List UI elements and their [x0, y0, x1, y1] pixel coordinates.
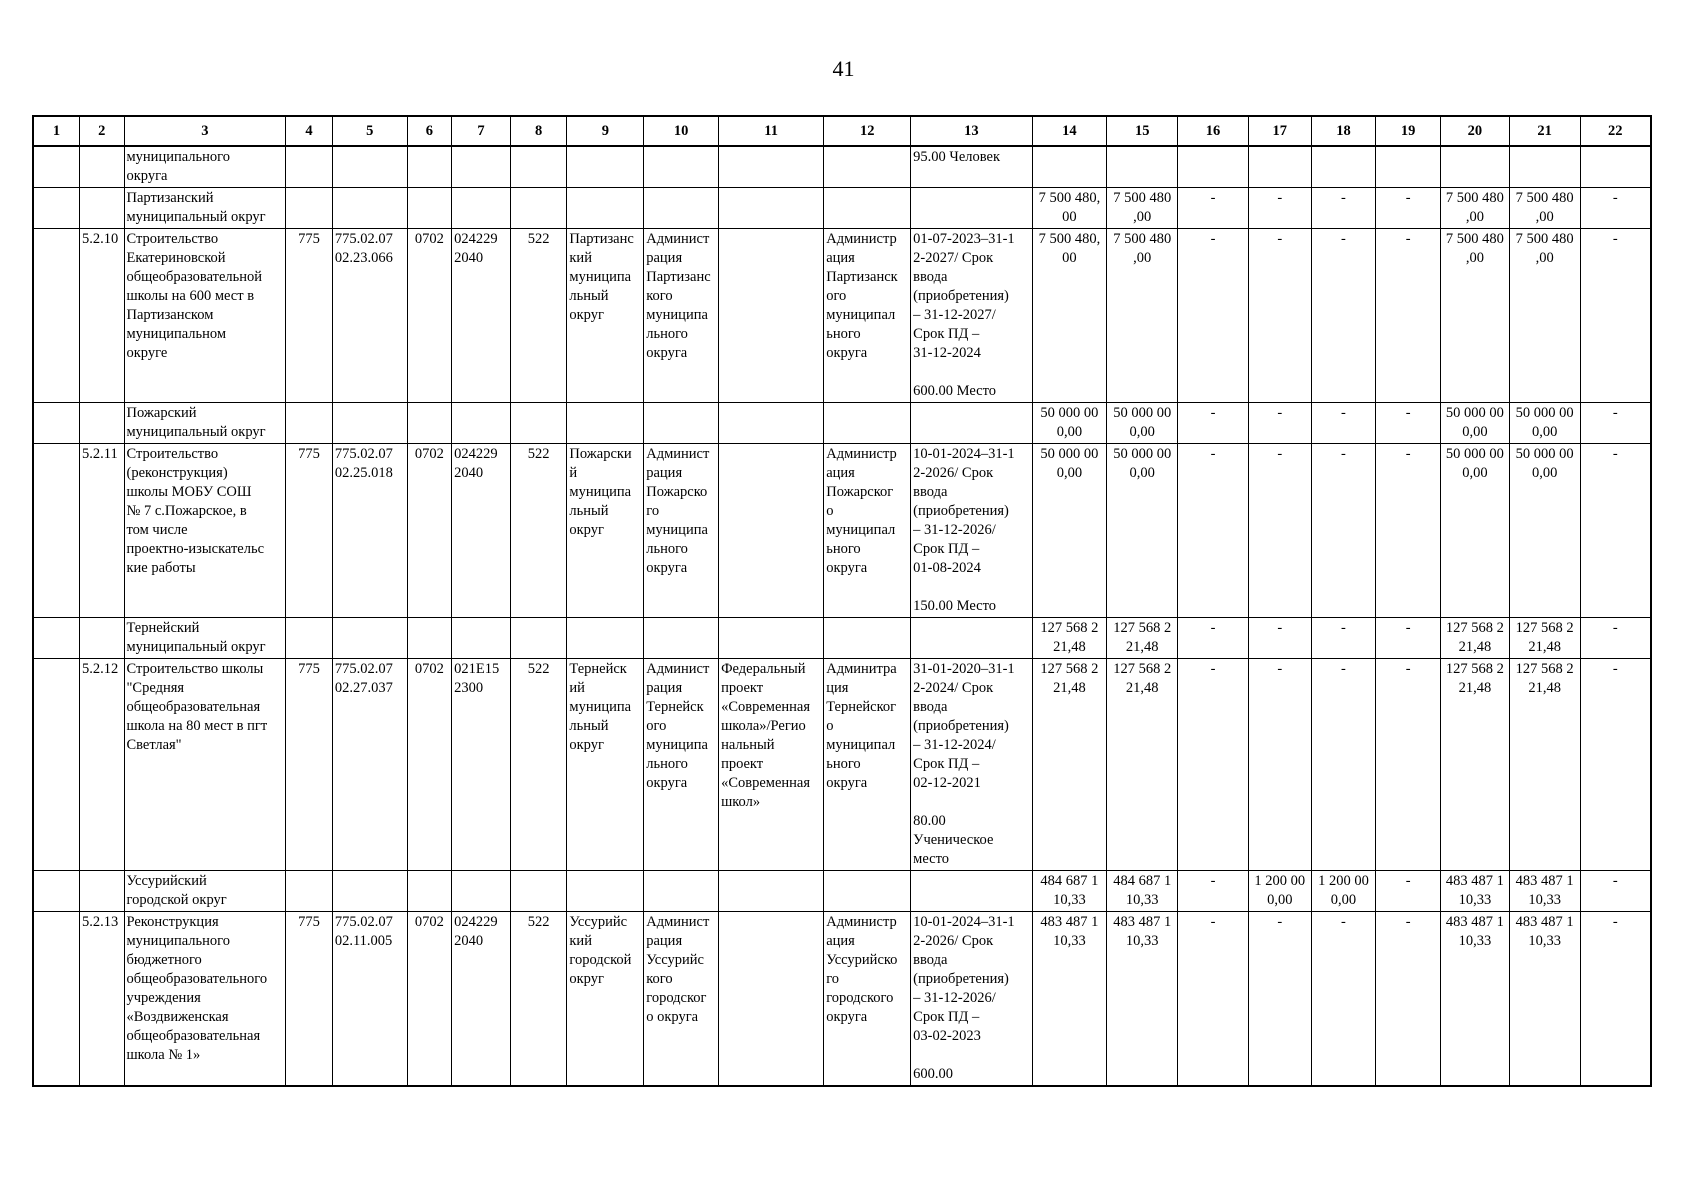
table-cell-col-17: -	[1248, 444, 1311, 618]
column-header-9: 9	[567, 116, 644, 146]
column-header-2: 2	[80, 116, 124, 146]
table-cell-col-21: 7 500 480 ,00	[1509, 229, 1580, 403]
table-cell-col-8: 522	[510, 912, 567, 1087]
column-header-8: 8	[510, 116, 567, 146]
table-cell-col-14: 50 000 00 0,00	[1032, 444, 1107, 618]
table-cell-col-9: Партизанс кий муниципа льный округ	[567, 229, 644, 403]
table-row	[33, 188, 1651, 229]
table-cell-col-18: -	[1311, 618, 1376, 659]
table-cell-col-8	[510, 871, 567, 912]
table-cell-col-8	[510, 403, 567, 444]
table-cell-col-11	[719, 618, 824, 659]
table-cell-col-5: 775.02.07 02.27.037	[332, 659, 407, 871]
table-cell-col-19: -	[1376, 659, 1441, 871]
table-cell-col-7: 024229 2040	[452, 912, 511, 1087]
table-cell-col-1	[33, 403, 80, 444]
table-cell-col-6	[407, 188, 451, 229]
table-cell-col-6	[407, 871, 451, 912]
column-header-13: 13	[911, 116, 1032, 146]
table-cell-col-13	[911, 871, 1032, 912]
table-cell-col-8	[510, 146, 567, 188]
table-cell-col-7	[452, 188, 511, 229]
table-cell-col-21	[1509, 146, 1580, 188]
table-cell-col-22: -	[1580, 871, 1651, 912]
table-cell-col-19: -	[1376, 188, 1441, 229]
table-cell-col-17: -	[1248, 229, 1311, 403]
table-cell-col-12	[824, 146, 911, 188]
column-header-18: 18	[1311, 116, 1376, 146]
table-cell-col-20: 127 568 2 21,48	[1441, 618, 1510, 659]
table-cell-col-6: 0702	[407, 659, 451, 871]
table-cell-col-22: -	[1580, 659, 1651, 871]
column-header-20: 20	[1441, 116, 1510, 146]
table-cell-col-12: Администр ация Партизанск ого муниципал ьного округа	[824, 229, 911, 403]
column-header-15: 15	[1107, 116, 1178, 146]
table-cell-col-16: -	[1178, 618, 1249, 659]
table-cell-col-9	[567, 618, 644, 659]
table-cell-col-21: 50 000 00 0,00	[1509, 444, 1580, 618]
table-cell-col-9	[567, 403, 644, 444]
table-cell-col-11: Федеральный проект «Современная школа»/Регио нальный проект «Современная школ»	[719, 659, 824, 871]
table-cell-col-7	[452, 871, 511, 912]
table-cell-col-8: 522	[510, 229, 567, 403]
table-cell-col-20: 7 500 480 ,00	[1441, 229, 1510, 403]
table-cell-col-14: 127 568 2 21,48	[1032, 659, 1107, 871]
table-row	[33, 912, 1651, 1087]
table-cell-col-3: Строительство Екатериновской общеобразовательной школы на 600 мест в Партизанском муниципальном округе	[124, 229, 286, 403]
table-cell-col-15: 7 500 480 ,00	[1107, 188, 1178, 229]
table-cell-col-10	[644, 146, 719, 188]
table-cell-col-16: -	[1178, 188, 1249, 229]
table-cell-col-1	[33, 444, 80, 618]
table-cell-col-1	[33, 912, 80, 1087]
table-cell-col-1	[33, 871, 80, 912]
column-header-10: 10	[644, 116, 719, 146]
table-cell-col-18: -	[1311, 188, 1376, 229]
table-cell-col-18: -	[1311, 229, 1376, 403]
table-row	[33, 659, 1651, 871]
table-body	[33, 146, 1651, 1086]
table-cell-col-17: 1 200 00 0,00	[1248, 871, 1311, 912]
table-cell-col-1	[33, 618, 80, 659]
table-cell-col-19: -	[1376, 618, 1441, 659]
table-cell-col-17: -	[1248, 912, 1311, 1087]
column-header-5: 5	[332, 116, 407, 146]
table-cell-col-13: 10-01-2024–31-1 2-2026/ Срок ввода (приобретения) – 31-12-2026/ Срок ПД – 03-02-2023 600.00	[911, 912, 1032, 1087]
column-header-3: 3	[124, 116, 286, 146]
table-cell-col-13: 95.00 Человек	[911, 146, 1032, 188]
table-cell-col-5	[332, 188, 407, 229]
table-cell-col-20: 50 000 00 0,00	[1441, 444, 1510, 618]
table-row	[33, 871, 1651, 912]
table-cell-col-12: Админитра ция Тернейског о муниципал ьного округа	[824, 659, 911, 871]
table-cell-col-1	[33, 146, 80, 188]
table-cell-col-12	[824, 403, 911, 444]
table-cell-col-22: -	[1580, 444, 1651, 618]
table-cell-col-14: 7 500 480, 00	[1032, 229, 1107, 403]
table-cell-col-17: -	[1248, 659, 1311, 871]
table-cell-col-19: -	[1376, 912, 1441, 1087]
table-cell-col-5	[332, 146, 407, 188]
table-cell-col-18: -	[1311, 403, 1376, 444]
table-cell-col-10	[644, 403, 719, 444]
table-cell-col-21: 50 000 00 0,00	[1509, 403, 1580, 444]
column-header-11: 11	[719, 116, 824, 146]
table-cell-col-15: 50 000 00 0,00	[1107, 403, 1178, 444]
table-cell-col-10: Админист рация Партизанс кого муниципа льного округа	[644, 229, 719, 403]
table-cell-col-19: -	[1376, 871, 1441, 912]
table-cell-col-9	[567, 146, 644, 188]
column-header-16: 16	[1178, 116, 1249, 146]
table-cell-col-3: Пожарский муниципальный округ	[124, 403, 286, 444]
table-cell-col-20: 483 487 1 10,33	[1441, 871, 1510, 912]
table-cell-col-10: Админист рация Уссурийс кого городског о округа	[644, 912, 719, 1087]
table-cell-col-15	[1107, 146, 1178, 188]
table-cell-col-18: -	[1311, 912, 1376, 1087]
table-cell-col-20: 127 568 2 21,48	[1441, 659, 1510, 871]
table-cell-col-2: 5.2.12	[80, 659, 124, 871]
table-cell-col-18: 1 200 00 0,00	[1311, 871, 1376, 912]
table-cell-col-20: 483 487 1 10,33	[1441, 912, 1510, 1087]
table-cell-col-22: -	[1580, 618, 1651, 659]
table-cell-col-19: -	[1376, 444, 1441, 618]
column-header-19: 19	[1376, 116, 1441, 146]
table-cell-col-13	[911, 618, 1032, 659]
table-cell-col-3: Уссурийский городской округ	[124, 871, 286, 912]
table-cell-col-4	[286, 403, 333, 444]
table-cell-col-19: -	[1376, 403, 1441, 444]
table-cell-col-13: 10-01-2024–31-1 2-2026/ Срок ввода (приобретения) – 31-12-2026/ Срок ПД – 01-08-2024 150.00 Место	[911, 444, 1032, 618]
table-cell-col-4	[286, 188, 333, 229]
table-cell-col-22	[1580, 146, 1651, 188]
table-cell-col-2	[80, 188, 124, 229]
table-row	[33, 403, 1651, 444]
table-cell-col-4: 775	[286, 659, 333, 871]
table-cell-col-5: 775.02.07 02.25.018	[332, 444, 407, 618]
table-cell-col-13	[911, 188, 1032, 229]
table-cell-col-2	[80, 871, 124, 912]
table-cell-col-11	[719, 146, 824, 188]
table-cell-col-21: 127 568 2 21,48	[1509, 659, 1580, 871]
table-cell-col-6: 0702	[407, 444, 451, 618]
column-header-14: 14	[1032, 116, 1107, 146]
table-cell-col-20: 50 000 00 0,00	[1441, 403, 1510, 444]
table-cell-col-22: -	[1580, 912, 1651, 1087]
table-cell-col-11	[719, 444, 824, 618]
table-row	[33, 444, 1651, 618]
table-cell-col-16	[1178, 146, 1249, 188]
table-cell-col-12: Администр ация Пожарског о муниципал ьного округа	[824, 444, 911, 618]
header-row	[33, 116, 1651, 146]
table-cell-col-21: 7 500 480 ,00	[1509, 188, 1580, 229]
table-cell-col-2	[80, 403, 124, 444]
table-row	[33, 229, 1651, 403]
column-header-1: 1	[33, 116, 80, 146]
page-number: 41	[832, 56, 855, 81]
table-cell-col-12: Администр ация Уссурийско го городского округа	[824, 912, 911, 1087]
table-cell-col-2	[80, 618, 124, 659]
table-cell-col-1	[33, 188, 80, 229]
table-cell-col-11	[719, 188, 824, 229]
table-cell-col-1	[33, 659, 80, 871]
table-cell-col-14: 483 487 1 10,33	[1032, 912, 1107, 1087]
table-cell-col-8: 522	[510, 659, 567, 871]
table-cell-col-3: Партизанский муниципальный округ	[124, 188, 286, 229]
table-cell-col-19	[1376, 146, 1441, 188]
table-cell-col-19: -	[1376, 229, 1441, 403]
table-cell-col-3: Реконструкция муниципального бюджетного общеобразовательного учреждения «Воздвиженская общеобразовательная школа № 1»	[124, 912, 286, 1087]
table-cell-col-7: 024229 2040	[452, 229, 511, 403]
table-cell-col-3: Строительство (реконструкция) школы МОБУ СОШ № 7 с.Пожарское, в том числе проектно-изыскательс кие работы	[124, 444, 286, 618]
table-cell-col-11	[719, 229, 824, 403]
table-row	[33, 146, 1651, 188]
table-cell-col-8	[510, 188, 567, 229]
table-cell-col-6: 0702	[407, 229, 451, 403]
table-cell-col-15: 483 487 1 10,33	[1107, 912, 1178, 1087]
table-cell-col-2: 5.2.10	[80, 229, 124, 403]
table-cell-col-22: -	[1580, 229, 1651, 403]
table-cell-col-15: 127 568 2 21,48	[1107, 618, 1178, 659]
table-cell-col-10: Админист рация Пожарско го муниципа льного округа	[644, 444, 719, 618]
table-cell-col-22: -	[1580, 188, 1651, 229]
table-cell-col-3: Строительство школы "Средняя общеобразовательная школа на 80 мест в пгт Светлая"	[124, 659, 286, 871]
table-row	[33, 618, 1651, 659]
table-cell-col-10	[644, 618, 719, 659]
table-cell-col-16: -	[1178, 659, 1249, 871]
table-cell-col-6	[407, 403, 451, 444]
table-cell-col-10: Админист рация Тернейск ого муниципа льного округа	[644, 659, 719, 871]
column-header-4: 4	[286, 116, 333, 146]
table-cell-col-16: -	[1178, 912, 1249, 1087]
table-cell-col-20: 7 500 480 ,00	[1441, 188, 1510, 229]
table-cell-col-7	[452, 403, 511, 444]
table-cell-col-11	[719, 403, 824, 444]
table-cell-col-1	[33, 229, 80, 403]
table-cell-col-16: -	[1178, 229, 1249, 403]
table-cell-col-7	[452, 146, 511, 188]
table-cell-col-13: 31-01-2020–31-1 2-2024/ Срок ввода (приобретения) – 31-12-2024/ Срок ПД – 02-12-2021 80.00 Ученическое место	[911, 659, 1032, 871]
table-cell-col-11	[719, 871, 824, 912]
column-header-17: 17	[1248, 116, 1311, 146]
table-cell-col-4	[286, 618, 333, 659]
table-cell-col-3: муниципального округа	[124, 146, 286, 188]
table-cell-col-21: 127 568 2 21,48	[1509, 618, 1580, 659]
table-cell-col-16: -	[1178, 871, 1249, 912]
table-cell-col-15: 7 500 480 ,00	[1107, 229, 1178, 403]
table-cell-col-5	[332, 618, 407, 659]
column-header-22: 22	[1580, 116, 1651, 146]
column-header-6: 6	[407, 116, 451, 146]
table-cell-col-17: -	[1248, 403, 1311, 444]
table-cell-col-22: -	[1580, 403, 1651, 444]
table-cell-col-5	[332, 403, 407, 444]
table-cell-col-4: 775	[286, 229, 333, 403]
table-cell-col-13: 01-07-2023–31-1 2-2027/ Срок ввода (приобретения) – 31-12-2027/ Срок ПД – 31-12-2024 600.00 Место	[911, 229, 1032, 403]
table-cell-col-8: 522	[510, 444, 567, 618]
column-header-21: 21	[1509, 116, 1580, 146]
table-cell-col-14: 50 000 00 0,00	[1032, 403, 1107, 444]
table-cell-col-10	[644, 871, 719, 912]
table-cell-col-9: Уссурийс кий городской округ	[567, 912, 644, 1087]
table-cell-col-12	[824, 618, 911, 659]
table-cell-col-4: 775	[286, 912, 333, 1087]
table-cell-col-9	[567, 188, 644, 229]
table-cell-col-6: 0702	[407, 912, 451, 1087]
table-cell-col-12	[824, 188, 911, 229]
table-cell-col-4	[286, 871, 333, 912]
table-cell-col-7: 021E15 2300	[452, 659, 511, 871]
table-cell-col-10	[644, 188, 719, 229]
table-cell-col-8	[510, 618, 567, 659]
table-cell-col-2	[80, 146, 124, 188]
budget-table	[32, 115, 1652, 1087]
table-cell-col-3: Тернейский муниципальный округ	[124, 618, 286, 659]
table-cell-col-14: 127 568 2 21,48	[1032, 618, 1107, 659]
table-cell-col-5: 775.02.07 02.11.005	[332, 912, 407, 1087]
table-cell-col-4	[286, 146, 333, 188]
table-cell-col-6	[407, 146, 451, 188]
table-cell-col-15: 127 568 2 21,48	[1107, 659, 1178, 871]
table-cell-col-6	[407, 618, 451, 659]
table-cell-col-21: 483 487 1 10,33	[1509, 912, 1580, 1087]
table-cell-col-9: Пожарски й муниципа льный округ	[567, 444, 644, 618]
table-cell-col-17: -	[1248, 618, 1311, 659]
table-cell-col-16: -	[1178, 403, 1249, 444]
table-cell-col-13	[911, 403, 1032, 444]
table-cell-col-16: -	[1178, 444, 1249, 618]
table-cell-col-15: 50 000 00 0,00	[1107, 444, 1178, 618]
table-cell-col-12	[824, 871, 911, 912]
table-cell-col-18: -	[1311, 659, 1376, 871]
table-cell-col-4: 775	[286, 444, 333, 618]
table-cell-col-9	[567, 871, 644, 912]
table-cell-col-17	[1248, 146, 1311, 188]
table-cell-col-11	[719, 912, 824, 1087]
column-header-12: 12	[824, 116, 911, 146]
table-cell-col-18	[1311, 146, 1376, 188]
table-cell-col-14: 484 687 1 10,33	[1032, 871, 1107, 912]
table-cell-col-5: 775.02.07 02.23.066	[332, 229, 407, 403]
table-cell-col-2: 5.2.13	[80, 912, 124, 1087]
table-cell-col-5	[332, 871, 407, 912]
table-cell-col-20	[1441, 146, 1510, 188]
table-cell-col-7: 024229 2040	[452, 444, 511, 618]
table-cell-col-7	[452, 618, 511, 659]
table-cell-col-17: -	[1248, 188, 1311, 229]
table-cell-col-15: 484 687 1 10,33	[1107, 871, 1178, 912]
table-cell-col-21: 483 487 1 10,33	[1509, 871, 1580, 912]
table-cell-col-14: 7 500 480, 00	[1032, 188, 1107, 229]
table-cell-col-2: 5.2.11	[80, 444, 124, 618]
table-cell-col-18: -	[1311, 444, 1376, 618]
table-cell-col-9: Тернейск ий муниципа льный округ	[567, 659, 644, 871]
column-header-7: 7	[452, 116, 511, 146]
table-cell-col-14	[1032, 146, 1107, 188]
